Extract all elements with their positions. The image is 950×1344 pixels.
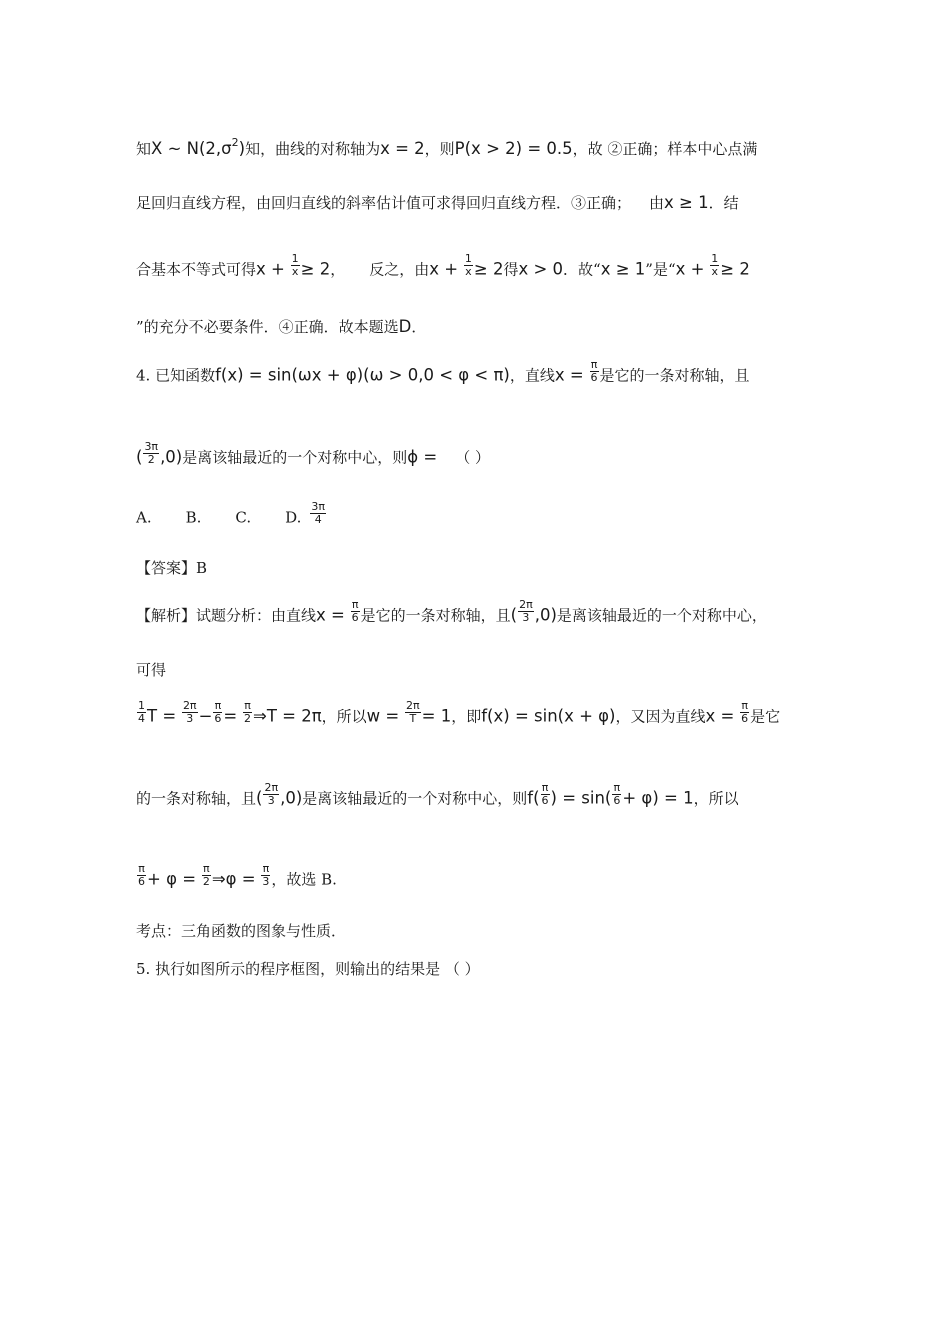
- question-5-line: [136, 958, 480, 979]
- text: 是它的一条对称轴，且: [360, 606, 511, 625]
- math-expr: ≥ 2: [720, 259, 750, 279]
- text: ”的充分不必要条件．④正确．故本题选: [136, 318, 399, 336]
- text-line-2: [136, 192, 739, 213]
- text-line-4: [136, 316, 426, 337]
- math-expr: =: [223, 706, 238, 726]
- text: 足回归直线方程，由回归直线的斜率估计值可求得回归直线方程．③正确；: [136, 194, 632, 212]
- fraction: $\frac{2\pi}{3}$: [519, 598, 533, 624]
- math-expr: ,0): [160, 447, 183, 467]
- fraction: $\frac{\pi}{6}$: [741, 699, 749, 725]
- math-expr: f(x) = sin(x + φ): [481, 706, 616, 726]
- math-expr: + φ) = 1: [622, 788, 694, 808]
- math-expr: = 1: [421, 706, 452, 726]
- text-line-1: [136, 138, 757, 159]
- math-expr: x +: [675, 259, 705, 279]
- math-expr: + φ =: [147, 869, 197, 889]
- math-expr: w =: [366, 706, 400, 726]
- text: （ ）: [455, 448, 491, 467]
- fraction: $\frac{\pi}{6}$: [541, 781, 549, 807]
- text: 反之，由: [369, 260, 430, 279]
- math-expr: x = 2: [380, 139, 425, 158]
- math-expr: ≥ 2: [473, 259, 504, 279]
- math-expr: X ∼ N(2,σ: [151, 139, 232, 158]
- math-expr: f(: [527, 788, 540, 808]
- math-expr: P(x > 2) = 0.5: [454, 139, 573, 158]
- text: 是它的一条对称轴，且: [599, 366, 750, 385]
- analysis-line-3: [136, 699, 781, 730]
- option-b: B.: [185, 508, 202, 527]
- text: 可得: [136, 661, 167, 679]
- text: 考点：三角函数的图象与性质．: [136, 922, 347, 940]
- text: 知，曲线的对称轴为: [245, 140, 381, 158]
- fraction: $\frac{\pi}{2}$: [202, 862, 210, 888]
- text: 知: [136, 140, 152, 158]
- math-expr: ): [238, 139, 246, 158]
- answer-label: 【答案】B: [136, 559, 208, 577]
- text: ．: [411, 318, 427, 336]
- math-expr: (: [510, 605, 518, 625]
- option-c: C.: [235, 508, 252, 527]
- text: ，则: [424, 140, 455, 158]
- question-4-line-2: [136, 440, 491, 471]
- fraction: $\frac{\pi}{6}$: [214, 699, 222, 725]
- fraction: $\frac{3\pi}{2}$: [144, 440, 159, 466]
- math-expr: −: [198, 706, 213, 726]
- fraction: $\frac{2\pi}{3}$: [264, 781, 279, 807]
- topic-line: [136, 920, 346, 941]
- math-expr: T =: [147, 706, 177, 726]
- fraction: $\frac{1}{x}$: [291, 252, 299, 278]
- math-expr: ⇒φ =: [211, 869, 256, 889]
- math-expr: ) = sin(: [550, 788, 612, 808]
- fraction: $\frac{\pi}{6}$: [138, 862, 145, 888]
- text: ”是“: [645, 260, 676, 279]
- fraction: $\frac{\pi}{6}$: [613, 781, 621, 807]
- text: ，: [330, 260, 346, 279]
- text: 是它: [750, 707, 781, 726]
- fraction: $\frac{2\pi}{T}$: [406, 699, 420, 725]
- question-4-line-1: [136, 358, 750, 389]
- answer-options: [136, 500, 327, 531]
- text: ，故 ②正确；样本中心点满: [572, 140, 758, 158]
- text: ，所以: [693, 789, 739, 808]
- text-line-3: [136, 252, 750, 283]
- text: 是离该轴最近的一个对称中心，则: [182, 448, 408, 467]
- fraction: $\frac{1}{x}$: [464, 252, 472, 278]
- math-expr: x ≥ 1: [600, 259, 646, 279]
- math-expr: D: [398, 317, 412, 336]
- math-expr: ≥ 2: [300, 259, 331, 279]
- math-expr: f(x) = sin(ωx + φ)(ω > 0,0 < φ < π): [215, 365, 510, 385]
- math-expr: x =: [705, 706, 735, 726]
- answer-line: [136, 557, 207, 578]
- math-expr: x ≥ 1: [664, 193, 709, 212]
- text: 合基本不等式可得: [136, 260, 257, 279]
- text: ，直线: [509, 366, 555, 385]
- text: 是离该轴最近的一个对称中心，: [556, 606, 767, 625]
- text: 的一条对称轴，且: [136, 789, 257, 808]
- fraction: $\frac{1}{4}$: [138, 699, 145, 725]
- math-expr: x =: [316, 605, 345, 625]
- math-superscript: 2: [231, 136, 239, 149]
- text: ．故“: [563, 260, 601, 279]
- text: ，所以: [321, 707, 367, 726]
- math-expr: x +: [429, 259, 459, 279]
- math-expr: x =: [554, 365, 584, 385]
- text: 是离该轴最近的一个对称中心，则: [302, 789, 528, 808]
- math-expr: (: [136, 447, 143, 467]
- analysis-line-2: [136, 659, 166, 680]
- text: ，故选 B.: [271, 870, 337, 889]
- text: 由: [649, 194, 665, 212]
- analysis-line-5: [136, 862, 337, 893]
- fraction: $\frac{3\pi}{4}$: [311, 500, 326, 526]
- math-expr: ϕ =: [407, 447, 438, 467]
- text: ，又因为直线: [615, 707, 706, 726]
- fraction: $\frac{\pi}{6}$: [351, 598, 359, 624]
- fraction: $\frac{\pi}{2}$: [244, 699, 251, 725]
- math-expr: x > 0: [518, 259, 564, 279]
- question-number: 4. 已知函数: [136, 366, 216, 385]
- option-d: D.: [285, 508, 302, 527]
- fraction: $\frac{1}{x}$: [711, 252, 719, 278]
- fraction: $\frac{\pi}{3}$: [262, 862, 270, 888]
- fraction: $\frac{\pi}{6}$: [590, 358, 598, 384]
- analysis-line-1: [136, 598, 767, 629]
- question-text: 5. 执行如图所示的程序框图，则输出的结果是 （ ）: [136, 960, 480, 978]
- math-expr: (: [256, 788, 263, 808]
- math-expr: x +: [256, 259, 285, 279]
- text: ．结: [708, 194, 739, 212]
- option-a: A.: [136, 508, 152, 527]
- text: 【解析】试题分析：由直线: [136, 606, 317, 625]
- math-expr: ⇒T = 2π: [253, 706, 322, 726]
- fraction: $\frac{2\pi}{3}$: [182, 699, 197, 725]
- analysis-line-4: [136, 781, 739, 812]
- math-expr: ,0): [534, 605, 557, 625]
- text: ，即: [451, 707, 482, 726]
- math-expr: ,0): [280, 788, 303, 808]
- text: 得: [503, 260, 519, 279]
